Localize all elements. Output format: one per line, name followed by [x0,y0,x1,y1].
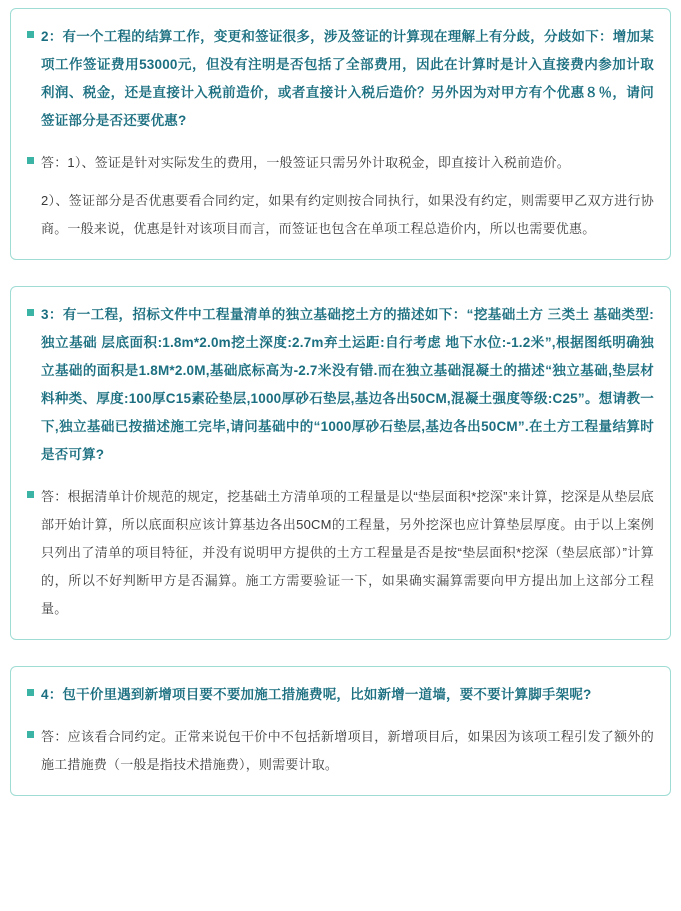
square-bullet-icon [27,689,34,696]
question-number: 2： [41,29,63,44]
question-body: 有一工程，招标文件中工程量清单的独立基础挖土方的描述如下：“挖基础土方 三类土 基础类型:独立基础 层底面积:1.8m*2.0m挖土深度:2.7m弃土运距:自行考虑 地下水位:-1.2米”,根据图纸明确独立基础的面积是1.8M*2.0M,基础底标高为-2.7米没有错.而在独立基础混凝土的描述“独立基础,垫层材料种类、厚度:100厚C15素砼垫层,1000厚砂石垫层,基边各出50CM,混凝土强度等级:C25”。想请教一下,独立基础已按描述施工完毕,请问基础中的“1000厚砂石垫层,基边各出50CM”.在土方工程量结算时是否可算? [41,307,654,462]
question-number: 4： [41,687,63,702]
square-bullet-icon [27,31,34,38]
answer-text [41,149,654,177]
question-text [41,301,654,469]
question-row [27,681,654,709]
answer-body: 根据清单计价规范的规定，挖基础土方清单项的工程量是以“垫层面积*挖深”来计算，挖深是从垫层底部开始计算，所以底面积应该计算基边各出50CM的工程量，另外挖深也应计算垫层厚度。由于以上案例只列出了清单的项目特征，并没有说明甲方提供的土方工程量是否是按“垫层面积*挖深（垫层底部）”计算的，所以不好判断甲方是否漏算。施工方需要验证一下，如果确实漏算需要向甲方提出加上这部分工程量。 [41,489,655,616]
answer-label: 答： [41,155,68,170]
question-body: 有一个工程的结算工作，变更和签证很多，涉及签证的计算现在理解上有分歧，分歧如下：增加某项工作签证费用53000元，但没有注明是否包括了全部费用，因此在计算时是计入直接费内参加计取利润、税金，还是直接计入税前造价，或者直接计入税后造价？另外因为对甲方有个优惠８％，请问签证部分是否还要优惠? [41,29,654,128]
question-text [41,23,654,135]
answer-body: 应该看合同约定。正常来说包干价中不包括新增项目，新增项目后，如果因为该项工程引发了额外的施工措施费（一般是指技术措施费），则需要计取。 [41,729,654,772]
question-text [41,681,654,709]
answer-label: 答： [41,489,68,504]
qa-card [10,286,671,640]
answer-label: 答： [41,729,68,744]
answer-row [27,149,654,177]
answer-body: 1）、签证是针对实际发生的费用，一般签证只需另外计取税金，即直接计入税前造价。 [67,155,570,170]
answer-row [27,723,654,779]
question-row [27,301,654,469]
square-bullet-icon [27,491,34,498]
answer-text [41,723,654,779]
answer-text [41,483,654,623]
square-bullet-icon [27,731,34,738]
question-row [27,23,654,135]
question-body: 包干价里遇到新增项目要不要加施工措施费呢，比如新增一道墙，要不要计算脚手架呢? [62,687,592,702]
answer-paragraph: 2）、签证部分是否优惠要看合同约定，如果有约定则按合同执行，如果没有约定，则需要甲乙双方进行协商。一般来说，优惠是针对该项目而言，而签证也包含在单项工程总造价内，所以也需要优惠。 [41,193,654,236]
qa-card [10,8,671,260]
qa-card [10,666,671,796]
answer-row [27,483,654,623]
square-bullet-icon [27,309,34,316]
question-number: 3： [41,307,63,322]
square-bullet-icon [27,157,34,164]
